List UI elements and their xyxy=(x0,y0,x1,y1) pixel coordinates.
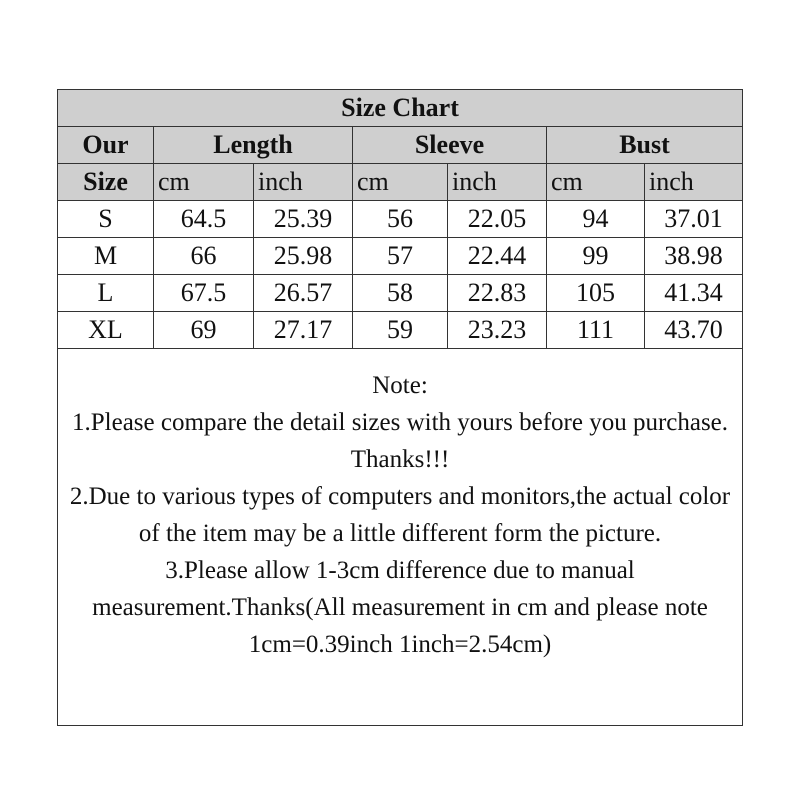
table-cell: 57 xyxy=(353,238,448,275)
note-line: 2.Due to various types of computers and monitors,the actual color of the item may be a little different form the picture. xyxy=(69,483,731,547)
table-cell: 94 xyxy=(547,201,645,238)
table-cell: 25.98 xyxy=(254,238,353,275)
table-cell: 25.39 xyxy=(254,201,353,238)
unit-cm: cm xyxy=(547,164,645,201)
size-cell: M xyxy=(58,238,154,275)
table-cell: 41.34 xyxy=(645,275,743,312)
table-cell: 67.5 xyxy=(154,275,254,312)
table-cell: 23.23 xyxy=(448,312,547,349)
table-cell: 43.70 xyxy=(645,312,743,349)
table-cell: 56 xyxy=(353,201,448,238)
chart-title: Size Chart xyxy=(58,90,743,127)
table-cell: 111 xyxy=(547,312,645,349)
size-cell: XL xyxy=(58,312,154,349)
table-cell: 38.98 xyxy=(645,238,743,275)
note-panel xyxy=(58,349,743,726)
table-row xyxy=(58,201,743,238)
our-label: Our xyxy=(58,127,154,164)
note-line: 1.Please compare the detail sizes with yours before you purchase. Thanks!!! xyxy=(72,409,729,473)
unit-inch: inch xyxy=(448,164,547,201)
unit-inch: inch xyxy=(254,164,353,201)
unit-inch: inch xyxy=(645,164,743,201)
note-line: 3.Please allow 1-3cm difference due to manual measurement.Thanks(All measurement in cm and please note 1cm=0.39inch 1inch=2.54cm) xyxy=(92,557,708,658)
table-cell: 26.57 xyxy=(254,275,353,312)
table-cell: 22.44 xyxy=(448,238,547,275)
table-cell: 99 xyxy=(547,238,645,275)
note-heading: Note: xyxy=(372,372,428,399)
unit-cm: cm xyxy=(154,164,254,201)
size-chart-table xyxy=(57,89,743,726)
table-cell: 66 xyxy=(154,238,254,275)
table-cell: 22.05 xyxy=(448,201,547,238)
table-cell: 64.5 xyxy=(154,201,254,238)
length-header: Length xyxy=(154,127,353,164)
table-row xyxy=(58,275,743,312)
unit-cm: cm xyxy=(353,164,448,201)
size-cell: L xyxy=(58,275,154,312)
table-cell: 27.17 xyxy=(254,312,353,349)
table-cell: 22.83 xyxy=(448,275,547,312)
table-cell: 37.01 xyxy=(645,201,743,238)
table-cell: 59 xyxy=(353,312,448,349)
size-cell: S xyxy=(58,201,154,238)
table-cell: 105 xyxy=(547,275,645,312)
table-row xyxy=(58,312,743,349)
table-row xyxy=(58,238,743,275)
table-cell: 69 xyxy=(154,312,254,349)
bust-header: Bust xyxy=(547,127,743,164)
sleeve-header: Sleeve xyxy=(353,127,547,164)
size-label: Size xyxy=(58,164,154,201)
table-cell: 58 xyxy=(353,275,448,312)
